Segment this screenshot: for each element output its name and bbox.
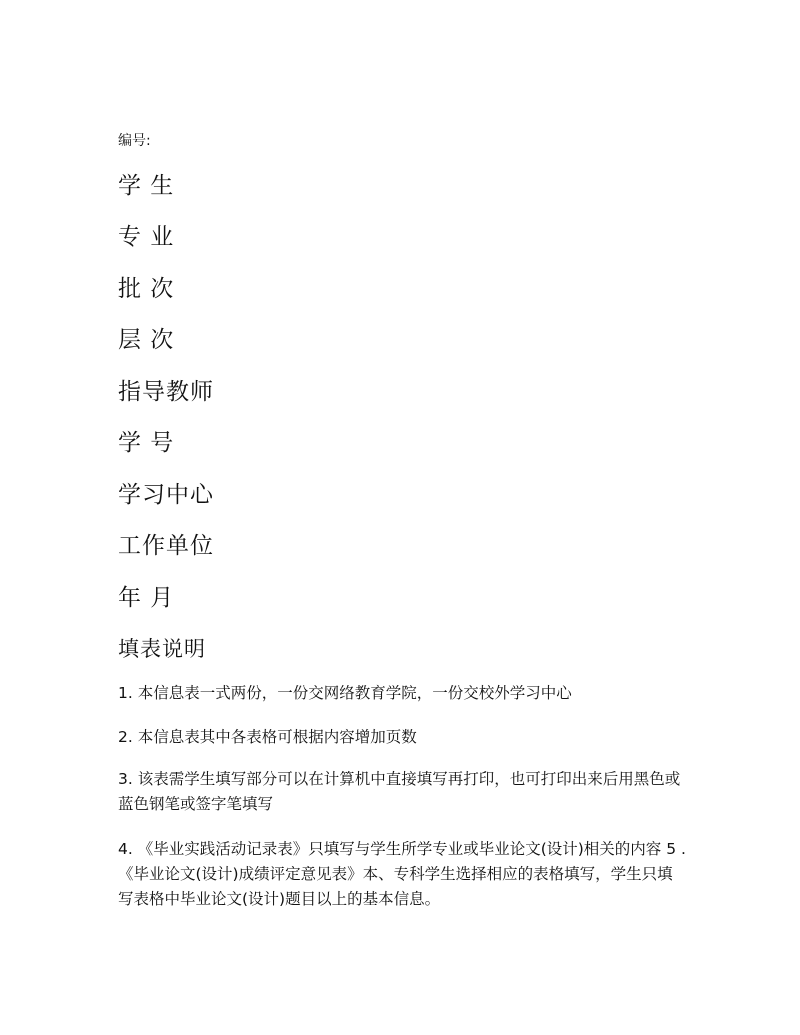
instruction-item-2: 2. 本信息表其中各表格可根据内容增加页数 [118,728,417,746]
field-student: 学 生 [118,173,175,199]
field-year-month: 年 月 [118,585,175,611]
field-advisor: 指导教师 [118,379,214,405]
serial-number-label: 编号: [118,133,151,149]
field-learning-center: 学习中心 [118,482,214,508]
instructions-title: 填表说明 [118,637,206,661]
instruction-item-1: 1. 本信息表一式两份，一份交网络教育学院，一份交校外学习中心 [118,684,572,702]
field-level: 层 次 [118,327,175,353]
field-major: 专 业 [118,224,175,250]
field-batch: 批 次 [118,276,175,302]
instruction-item-4: 4. 《毕业实践活动记录表》只填写与学生所学专业或毕业论文(设计)相关的内容 5 .《毕业论文(设计)成绩评定意见表》本、专科学生选择相应的表格填写，学生只填写表格中毕业论文(设计)题目以上的基本信息。 [118,840,686,908]
field-student-id: 学 号 [118,430,175,456]
instruction-item-3: 3. 该表需学生填写部分可以在计算机中直接填写再打印，也可打印出来后用黑色或蓝色钢笔或签字笔填写 [118,770,681,813]
field-work-unit: 工作单位 [118,533,214,559]
